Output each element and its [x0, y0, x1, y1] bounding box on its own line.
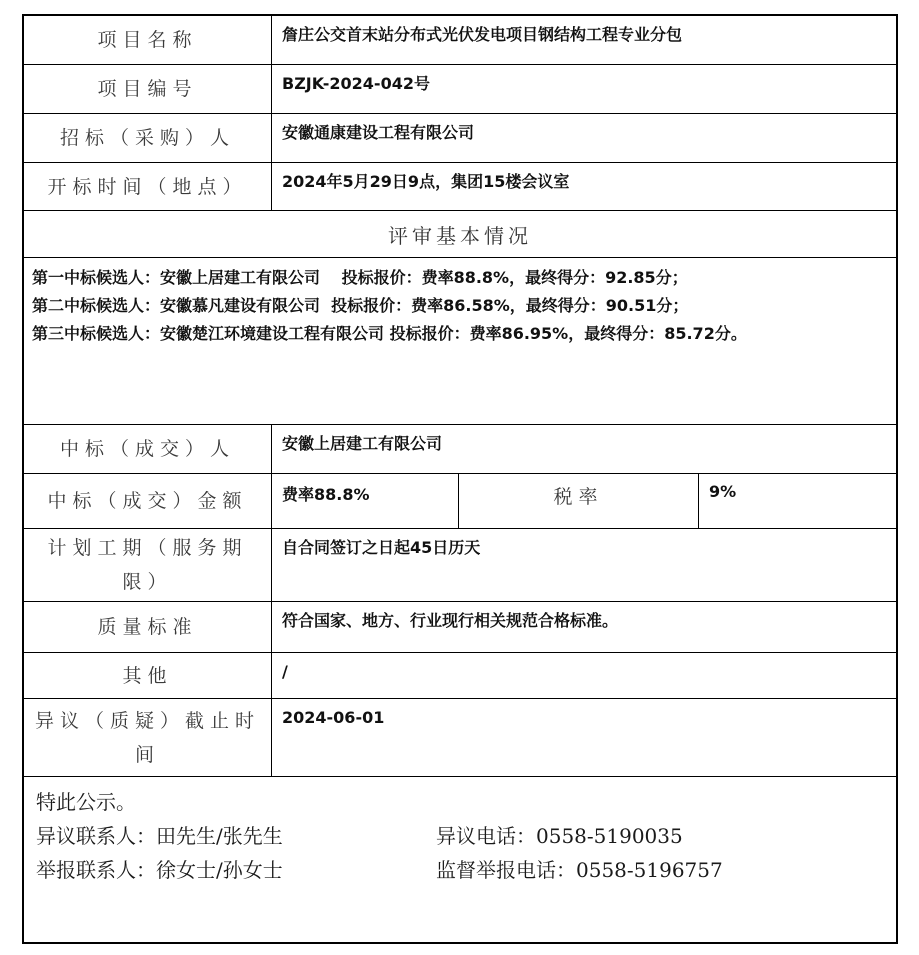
row-bid-opening [24, 163, 896, 211]
bid-opening-label: 开标时间（地点） [24, 163, 272, 210]
objection-contact-person: 异议联系人：田先生/张先生 [36, 824, 283, 848]
quality-standard-value: 符合国家、地方、行业现行相关规范合格标准。 [282, 611, 619, 630]
row-quality-standard [24, 602, 896, 653]
planned-duration-value: 自合同签订之日起45日历天 [282, 538, 481, 557]
tenderee-value: 安徽通康建设工程有限公司 [282, 123, 475, 142]
objection-deadline-value: 2024-06-01 [282, 708, 385, 727]
row-award-amount [24, 474, 896, 529]
candidate-second: 第二中标候选人：安徽慕凡建设有限公司 投标报价：费率86.58%，最终得分：90.51分； [32, 296, 689, 315]
other-value: / [282, 662, 288, 681]
row-planned-duration [24, 529, 896, 602]
other-label: 其他 [24, 653, 272, 698]
candidate-third: 第三中标候选人：安徽楚江环境建设工程有限公司 投标报价：费率86.95%，最终得分：85.72分。 [32, 324, 747, 343]
quality-standard-label: 质量标准 [24, 602, 272, 652]
footer-cell [24, 777, 896, 942]
review-section-title: 评审基本情况 [388, 223, 532, 248]
tenderee-label: 招标（采购）人 [24, 114, 272, 162]
objection-deadline-label: 异议（质疑）截止时间 [24, 699, 272, 776]
row-tenderee [24, 114, 896, 163]
row-review-header [24, 211, 896, 258]
award-amount-label: 中标（成交）金额 [24, 474, 272, 528]
row-other [24, 653, 896, 699]
row-footer [24, 777, 896, 942]
project-name-value: 詹庄公交首末站分布式光伏发电项目钢结构工程专业分包 [282, 25, 683, 44]
row-project-name [24, 16, 896, 65]
award-amount-value: 费率88.8% [272, 474, 459, 528]
report-contact-person: 举报联系人：徐女士/孙女士 [36, 858, 283, 882]
bid-result-table [22, 14, 898, 944]
objection-contact-line [36, 819, 884, 853]
project-number-label: 项目编号 [24, 65, 272, 113]
footer-notice: 特此公示。 [36, 790, 136, 814]
candidates-cell [24, 258, 896, 424]
report-contact-line [36, 853, 884, 887]
bid-opening-value: 2024年5月29日9点，集团15楼会议室 [282, 172, 570, 191]
candidate-first: 第一中标候选人：安徽上居建工有限公司 投标报价：费率88.8%，最终得分：92.85分； [32, 268, 688, 287]
project-number-value: BZJK-2024-042号 [282, 74, 430, 93]
winner-value: 安徽上居建工有限公司 [282, 434, 443, 453]
objection-contact-phone: 异议电话：0558-5190035 [436, 824, 683, 848]
report-contact-phone: 监督举报电话：0558-5196757 [436, 858, 723, 882]
project-name-label: 项目名称 [24, 16, 272, 64]
tax-rate-value: 9% [709, 482, 737, 501]
row-objection-deadline [24, 699, 896, 777]
row-project-number [24, 65, 896, 114]
row-candidates [24, 258, 896, 425]
planned-duration-label: 计划工期（服务期限） [24, 529, 272, 601]
tax-rate-label: 税率 [459, 474, 699, 528]
row-winner [24, 425, 896, 474]
winner-label: 中标（成交）人 [24, 425, 272, 473]
